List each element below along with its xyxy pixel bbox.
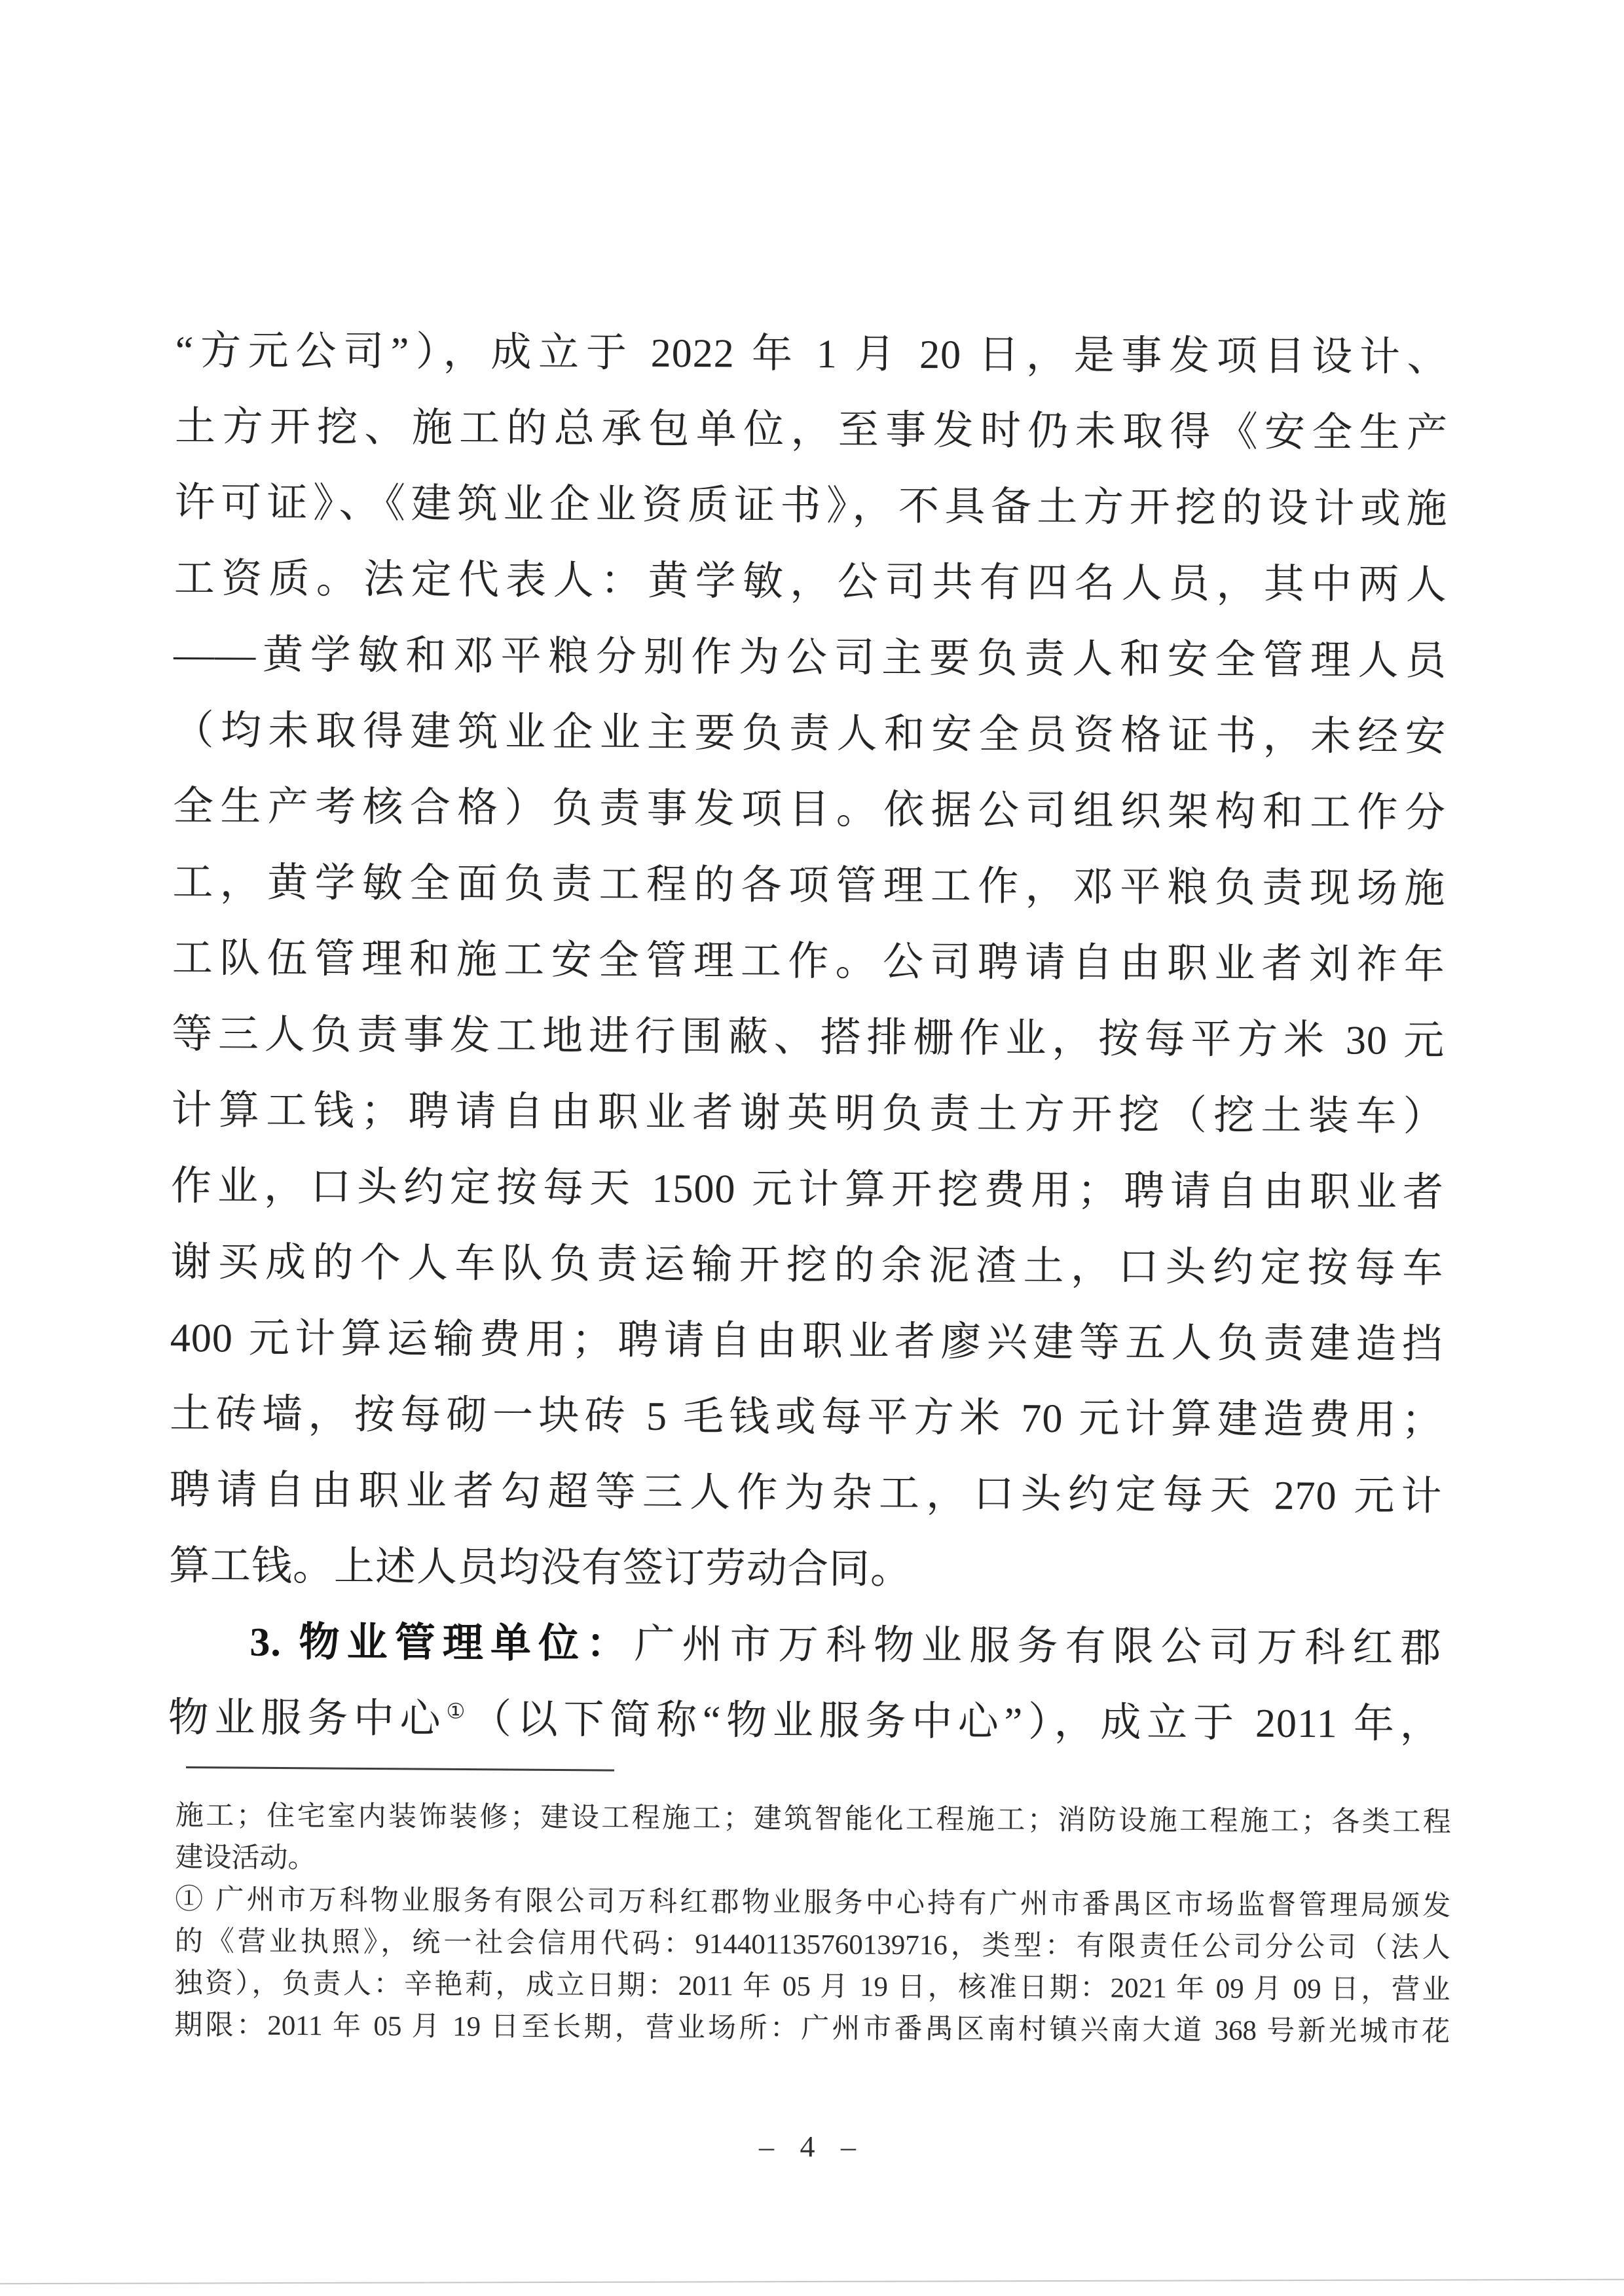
body-line: “方元公司”），成立于 2022 年 1 月 20 日，是事发项目设计、 (175, 328, 1449, 380)
section-3-heading: 3. 物业管理单位： (249, 1620, 635, 1667)
scan-edge-line (0, 2279, 1624, 2284)
body-line: 全生产考核合格）负责事发项目。依据公司组织架构和工作分 (172, 784, 1447, 836)
body-line: 土方开挖、施工的总承包单位，至事发时仍未取得《安全生产 (174, 404, 1449, 456)
page-number: – 4 – (759, 2130, 865, 2163)
footnote-line: 独资），负责人：辛艳莉，成立日期：2011 年 05 月 19 日，核准日期：2021 年 09 月 09 日，营业 (174, 1967, 1450, 2006)
body-line: 算工钱。上述人员均没有签订劳动合同。 (168, 1543, 912, 1592)
body-line: 工，黄学敏全面负责工程的各项管理工作，邓平粮负责现场施 (172, 860, 1446, 912)
body-line: （均未取得建筑业企业主要负责人和安全员资格证书，未经安 (173, 708, 1447, 760)
footnote-reference-mark: ① (446, 1699, 471, 1723)
footnote-line: ① 广州市万科物业服务有限公司万科红郡物业服务中心持有广州市番禺区市场监督管理局颁发 (175, 1884, 1451, 1922)
body-text-block (168, 313, 1449, 1762)
body-line-section-3 (168, 1604, 1442, 1686)
body-line (168, 1680, 1441, 1762)
body-line-19-post: （以下简称“物业服务中心”），成立于 2011 年， (470, 1697, 1441, 1747)
body-line: 工队伍管理和施工安全管理工作。公司聘请自由职业者刘祚年 (172, 936, 1445, 988)
body-line: 计算工钱；聘请自由职业者谢英明负责土方开挖（挖土装车） (171, 1087, 1445, 1140)
body-line: ——黄学敏和邓平粮分别作为公司主要负责人和安全管理人员 (174, 632, 1447, 684)
footnote-line: 期限：2011 年 05 月 19 日至长期，营业场所：广州市番禺区南村镇兴南大道 368 号新光城市花 (174, 2009, 1450, 2048)
body-line: 聘请自由职业者勾超等三人作为杂工，口头约定每天 270 元计 (169, 1467, 1443, 1520)
body-line: 400 元计算运输费用；聘请自由职业者廖兴建等五人负责建造挡 (170, 1315, 1443, 1368)
footnote-line: 施工；住宅室内装饰装修；建设工程施工；建筑智能化工程施工；消防设施工程施工；各类工程 (175, 1800, 1451, 1838)
body-line: 工资质。法定代表人：黄学敏，公司共有四名人员，其中两人 (174, 556, 1448, 608)
body-line: 土砖墙，按每砌一块砖 5 毛钱或每平方米 70 元计算建造费用； (170, 1391, 1443, 1444)
body-line: 许可证》、《建筑业企业资质证书》，不具备土方开挖的设计或施 (174, 480, 1448, 532)
footnote-line: 的《营业执照》，统一社会信用代码：914401135760139716，类型：有限责任公司分公司（法人 (174, 1925, 1450, 1964)
footnote-block (174, 1795, 1451, 2053)
footnote-line: 建设活动。 (175, 1842, 316, 1874)
body-line: 等三人负责事发工地进行围蔽、搭排栅作业，按每平方米 30 元 (172, 1011, 1445, 1064)
body-line-19-pre: 物业服务中心 (168, 1695, 447, 1742)
footnote-separator (186, 1766, 614, 1772)
body-line: 作业，口头约定按每天 1500 元计算开挖费用；聘请自由职业者 (170, 1163, 1445, 1216)
section-3-text: 广州市万科物业服务有限公司万科红郡 (634, 1622, 1442, 1671)
body-line: 谢买成的个人车队负责运输开挖的余泥渣土，口头约定按每车 (170, 1239, 1444, 1292)
